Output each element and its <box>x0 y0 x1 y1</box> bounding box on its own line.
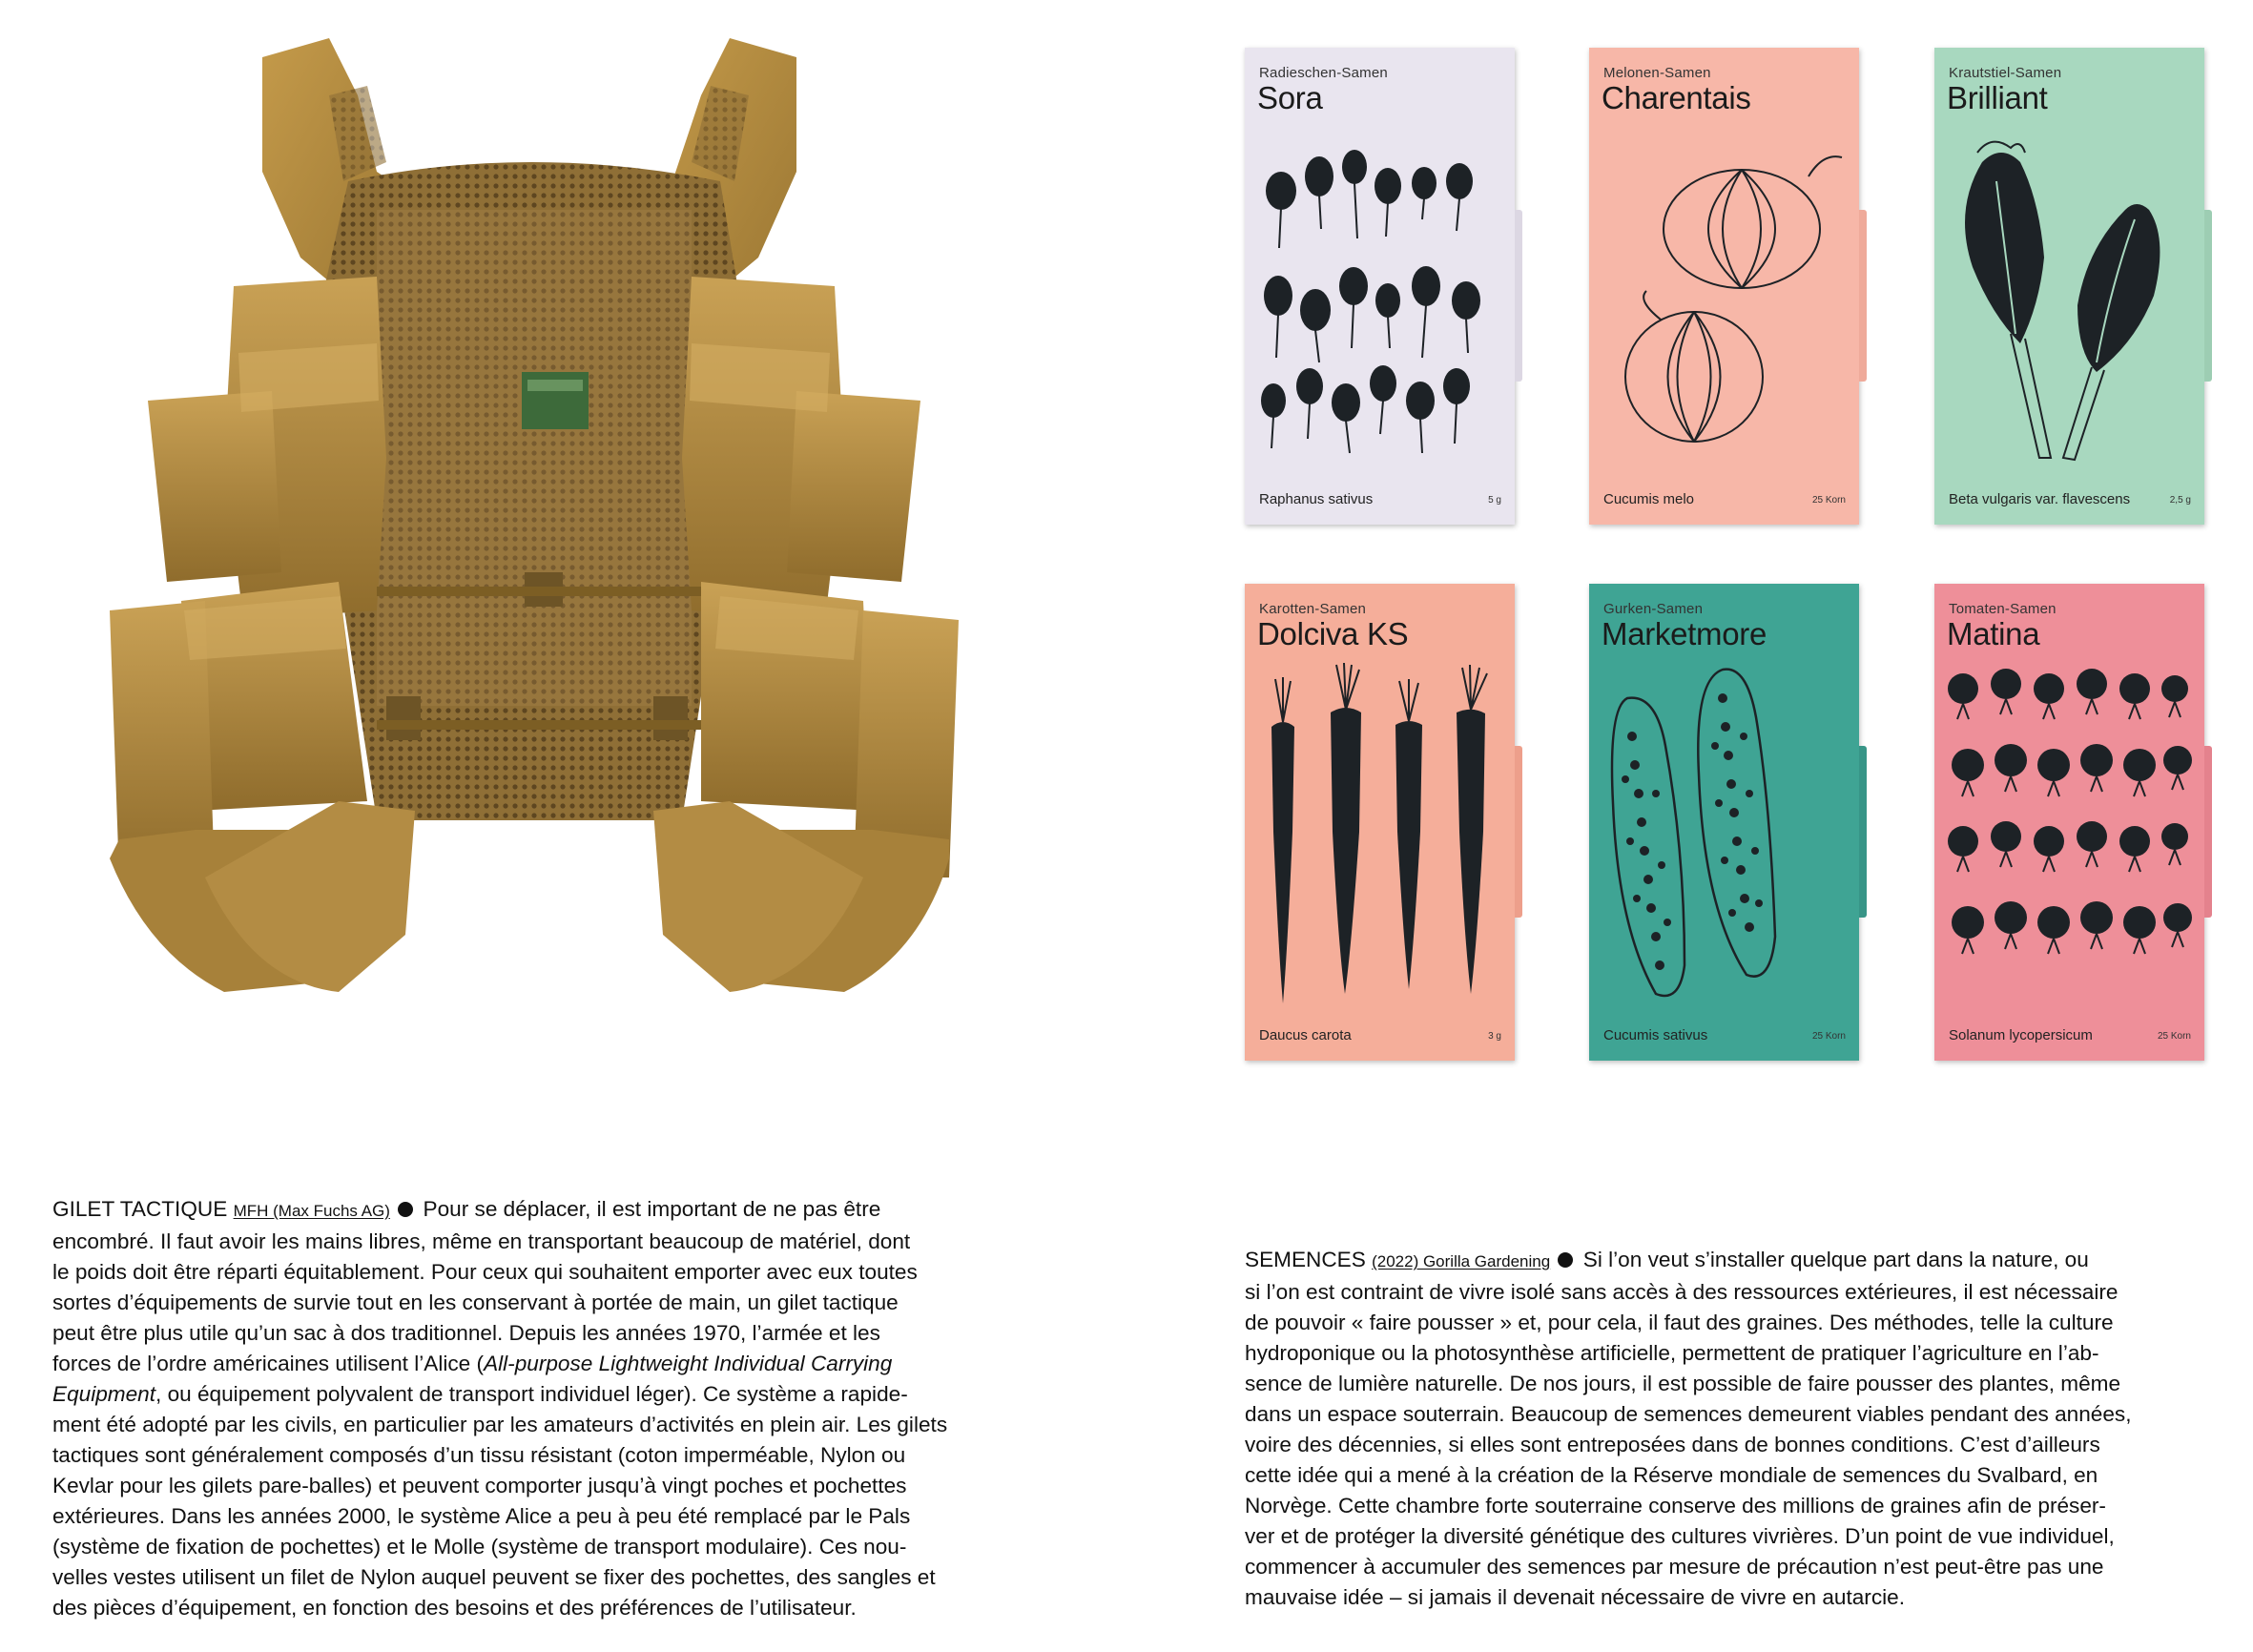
caption-line: extérieures. Dans les années 2000, le système Alice a peu à peu été remplacé par le Pals <box>52 1504 911 1528</box>
caption-line: cette idée qui a mené à la création de la Réserve mondiale de semences du Svalbard, en <box>1245 1463 2098 1487</box>
packet-tab <box>1859 210 1867 382</box>
caption-line: velles vestes utilisent un filet de Nylon auquel peuvent se fixer des pochettes, des sangles et <box>52 1565 936 1589</box>
caption-source-link[interactable]: (2022) Gorilla Gardening <box>1372 1252 1551 1270</box>
right-page <box>1126 0 2253 1652</box>
radish-icon <box>1245 124 1515 486</box>
caption-line: peut être plus utile qu’un sac à dos traditionnel. Depuis les années 1970, l’armée et les <box>52 1321 880 1345</box>
packet-quantity: 3 g <box>1488 1031 1501 1042</box>
packet-name: Marketmore <box>1602 616 1767 651</box>
seed-packet-matina <box>1934 584 2204 1061</box>
seed-packet-sora <box>1245 48 1515 525</box>
packet-tab <box>2204 746 2212 918</box>
tactical-vest-photo <box>91 38 987 1078</box>
packet-kicker: Karotten-Samen <box>1259 601 1367 617</box>
caption-line: sence de lumière naturelle. De nos jours, il est possible de faire pousser des plantes, même <box>1245 1372 2121 1395</box>
caption-line: de pouvoir « faire pousser » et, pour cela, il faut des graines. Des méthodes, telle la culture <box>1245 1311 2114 1334</box>
caption-line: sortes d’équipements de survie tout en les conservant à portée de main, un gilet tactique <box>52 1291 899 1314</box>
caption-line: encombré. Il faut avoir les mains libres, même en transportant beaucoup de matériel, dont <box>52 1229 911 1253</box>
carrot-icon <box>1245 660 1515 1022</box>
left-page <box>0 0 1126 1652</box>
caption-title: SEMENCES <box>1245 1248 1366 1271</box>
caption-line: le poids doit être réparti équitablement. Pour ceux qui souhaitent emporter avec eux toutes <box>52 1260 918 1284</box>
packet-name: Sora <box>1257 80 1323 115</box>
seed-packet-marketmore <box>1589 584 1859 1061</box>
melon-icon <box>1589 124 1859 486</box>
packet-latin-name: Daucus carota <box>1259 1027 1352 1043</box>
seed-packet-brilliant <box>1934 48 2204 525</box>
packet-name: Brilliant <box>1947 80 2048 115</box>
packet-quantity: 25 Korn <box>2157 1031 2191 1042</box>
packet-latin-name: Solanum lycopersicum <box>1949 1027 2093 1043</box>
packet-tab <box>2204 210 2212 382</box>
caption-line: ment été adopté par les civils, en particulier par les amateurs d’activités en plein air. Les gilets <box>52 1413 948 1436</box>
packet-kicker: Tomaten-Samen <box>1949 601 2057 617</box>
packet-latin-name: Beta vulgaris var. flavescens <box>1949 491 2131 507</box>
caption-line: hydroponique ou la photosynthèse artificielle, permettent de pratiquer l’agriculture en l’ab- <box>1245 1341 2099 1365</box>
seed-packet-charentais <box>1589 48 1859 525</box>
packet-tab <box>1515 210 1522 382</box>
bullet-dot-icon <box>398 1202 413 1217</box>
caption-line: ver et de protéger la diversité génétique des cultures vivrières. D’un point de vue individuel, <box>1245 1524 2115 1548</box>
caption-italic: Equipment <box>52 1382 156 1406</box>
seed-packet-dolciva <box>1245 584 1515 1061</box>
caption-line: forces de l’ordre américaines utilisent l’Alice ( <box>52 1352 485 1375</box>
packet-kicker: Radieschen-Samen <box>1259 65 1388 81</box>
caption-line: si l’on est contraint de vivre isolé sans accès à des ressources extérieures, il est nécessaire <box>1245 1280 2119 1304</box>
cucumber-icon <box>1589 660 1859 1022</box>
packet-name: Matina <box>1947 616 2040 651</box>
chard-icon <box>1934 124 2204 486</box>
packet-quantity: 25 Korn <box>1811 495 1846 506</box>
caption-line: Norvège. Cette chambre forte souterraine conserve des millions de graines afin de préser- <box>1245 1494 2106 1518</box>
packet-latin-name: Cucumis sativus <box>1603 1027 1708 1043</box>
packet-tab <box>1515 746 1522 918</box>
packet-name: Dolciva KS <box>1257 616 1409 651</box>
caption-line: Pour se déplacer, il est important de ne pas être <box>423 1197 881 1221</box>
caption-line: Kevlar pour les gilets pare-balles) et peuvent comporter jusqu’à vingt poches et pochettes <box>52 1474 907 1497</box>
packet-latin-name: Raphanus sativus <box>1259 491 1374 507</box>
caption-source-link[interactable]: MFH (Max Fuchs AG) <box>233 1202 390 1220</box>
bullet-dot-icon <box>1558 1252 1573 1268</box>
caption-title: GILET TACTIQUE <box>52 1197 228 1221</box>
caption-line: dans un espace souterrain. Beaucoup de semences demeurent viables pendant des années, <box>1245 1402 2132 1426</box>
caption-line: voire des décennies, si elles sont entreposées dans de bonnes conditions. C’est d’ailleurs <box>1245 1433 2100 1456</box>
packet-kicker: Gurken-Samen <box>1603 601 1704 617</box>
packet-kicker: Melonen-Samen <box>1603 65 1711 81</box>
caption-line: des pièces d’équipement, en fonction des besoins et des préférences de l’utilisateur. <box>52 1596 857 1620</box>
caption-line: tactiques sont généralement composés d’un tissu résistant (coton imperméable, Nylon ou <box>52 1443 906 1467</box>
packet-name: Charentais <box>1602 80 1751 115</box>
seeds-caption <box>1245 1245 2208 1613</box>
caption-line: , ou équipement polyvalent de transport individuel léger). Ce système a rapide- <box>155 1382 908 1406</box>
packet-quantity: 25 Korn <box>1811 1031 1846 1042</box>
vest-caption <box>52 1194 1016 1623</box>
tomato-icon <box>1934 660 2204 1022</box>
packet-quantity: 2,5 g <box>2169 495 2191 506</box>
caption-line: commencer à accumuler des semences par mesure de précaution n’est peut-être pas une <box>1245 1555 2104 1579</box>
packet-latin-name: Cucumis melo <box>1603 491 1695 507</box>
caption-line: mauvaise idée – si jamais il devenait nécessaire de vivre en autarcie. <box>1245 1585 1905 1609</box>
packet-tab <box>1859 746 1867 918</box>
caption-line: Si l’on veut s’installer quelque part dans la nature, ou <box>1582 1248 2089 1271</box>
packet-kicker: Krautstiel-Samen <box>1949 65 2062 81</box>
packet-quantity: 5 g <box>1488 495 1501 506</box>
caption-italic: All-purpose Lightweight Individual Carrying <box>484 1352 893 1375</box>
caption-line: (système de fixation de pochettes) et le Molle (système de transport modulaire). Ces nou- <box>52 1535 907 1559</box>
